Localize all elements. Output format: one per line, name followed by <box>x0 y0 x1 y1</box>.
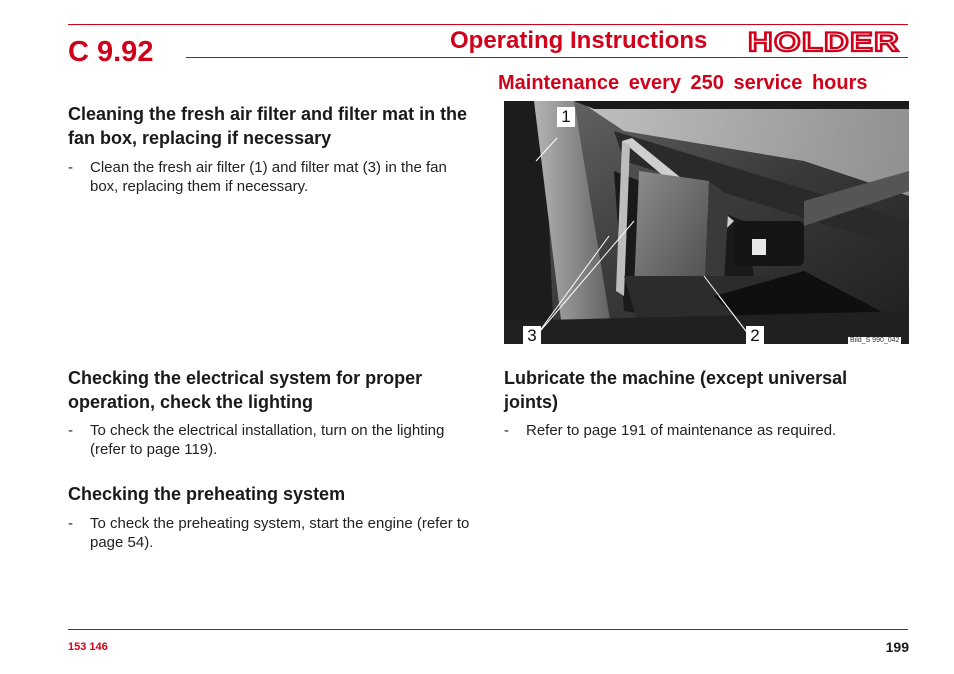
list-item-text: Clean the fresh air filter (1) and filter mat (3) in the fan box, replacing them if necessary. <box>90 159 447 195</box>
holder-logo-mark <box>748 30 902 54</box>
list-item <box>68 158 473 196</box>
fan-box-photo <box>504 101 909 344</box>
bullet-dash: - <box>68 515 73 532</box>
doc-number: 153 146 <box>68 641 108 653</box>
callout-2: 2 <box>746 326 764 344</box>
section-title: Maintenance every 250 service hours <box>498 72 868 94</box>
list-item <box>68 421 473 459</box>
header-top-rule <box>68 24 908 25</box>
holder-logo <box>748 30 902 59</box>
maintenance-photo <box>504 101 909 344</box>
section-heading-air-filter: Cleaning the fresh air filter and filter mat in the fan box, replacing if necessary <box>68 104 468 148</box>
bullet-dash: - <box>504 422 509 439</box>
list-item <box>68 514 473 552</box>
list-item-text: Refer to page 191 of maintenance as required. <box>526 422 837 439</box>
bullet-dash: - <box>68 159 73 176</box>
section-heading-electrical: Checking the electrical system for proper operation, check the lighting <box>68 368 423 412</box>
section-heading-preheating: Checking the preheating system <box>68 484 346 504</box>
page-number: 199 <box>885 639 909 655</box>
list-item-text: To check the preheating system, start the engine (refer to page 54). <box>90 515 470 551</box>
bullet-dash: - <box>68 422 73 439</box>
list-item <box>504 421 909 440</box>
figure-caption: Bild_S 990_042 <box>850 337 900 344</box>
callout-1: 1 <box>557 107 575 127</box>
list-item-text: To check the electrical installation, turn on the lighting (refer to page 119). <box>90 422 445 458</box>
section-heading-lubricate: Lubricate the machine (except universal joints) <box>504 368 848 412</box>
callout-3: 3 <box>523 326 541 344</box>
doc-code: C 9.92 <box>68 36 154 68</box>
footer-rule <box>68 629 908 630</box>
doc-title: Operating Instructions <box>450 27 708 54</box>
logo-text: HOLDER <box>748 30 900 54</box>
